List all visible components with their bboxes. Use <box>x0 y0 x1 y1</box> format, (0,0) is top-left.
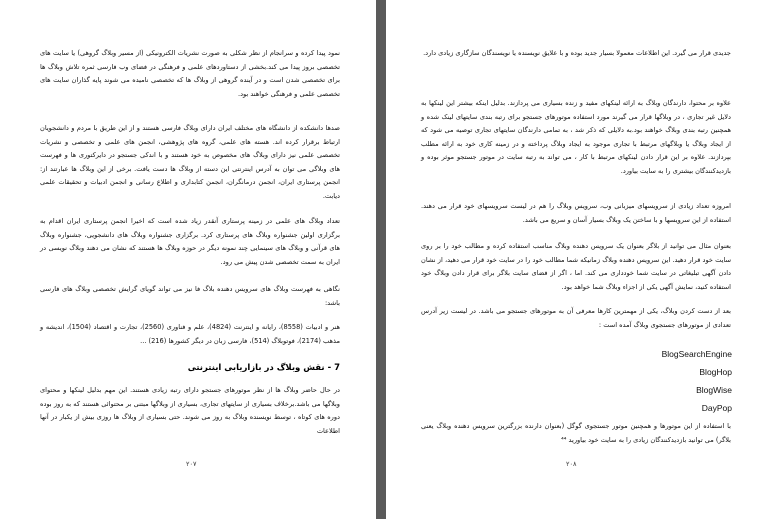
paragraph: امروزه تعداد زیادی از سرویسهای میزبانی وب، سرویس وبلاگ را هم در لیست سرویسهای خود قرار می دهند. استفاده از این سرویسها و با ساختن یک وبلاگ بسیار آسان و سریع می باشد. <box>421 202 731 224</box>
paragraph: جدیدی قرار می گیرد. این اطلاعات معمولا بسیار جدید بوده و با علایق نویسنده یا نویسندگان سازگاری زیادی دارد. <box>423 49 731 57</box>
engine-list-item: DayPop <box>701 403 732 413</box>
paragraph: نگاهی به فهرست وبلاگ های سرویس دهنده بلاگ فا نیز می تواند گویای گرایش تخصصی وبلاگ های فارسی باشد: <box>40 285 340 307</box>
paragraph: علاوه بر محتوا، دارندگان وبلاگ به ارائه لینکهای مفید و زنده بسیاری می پردازند. بدلیل اینکه بیشتر این لینکها به دلایل غیر تجاری ، در وبلاگها قرار می گیرند مورد استفاده موتورهای جستجو برای رتبه بندی سایتهای لینک شده و همچنین رتبه بندی وبلاگ خواهند بود.به دلایلی که ذکر شد ، به تمامی دارندگان سایتهای تجاری توصیه می شود که از ایجاد وبلاگ یا وبلاگهای مرتبط با تجاری موجود به ایجاد وبلاگ پرداخته و در زمینه کاری خود به ارائه مطلب بپردازند. علاوه بر این قرار دادن لینکهای مرتبط با کار ، می تواند به رتبه سایت در موتور جستجو موثر بوده و بازدیدکنندگان بیشتری را به سایت بیاورد. <box>421 99 731 175</box>
section-heading: 7 - نقش وبلاگ در بازاریابی اینترنتی <box>187 363 340 373</box>
paragraph: نمود پیدا کرده و سرانجام از نظر شکلی به صورت نشریات الکترونیکی (از مسیر وبلاگ گروهی) یا سایت های تخصصی بروز پیدا می کند.بخشی از دستاوردهای علمی و فرهنگی در فضای وب فارسی ثمره تلاش وبلاگ ها برای تخصصی شدن است و در آینده گروهی از وبلاگ ها که تخصصی نامیده می شوند پایه گذاران سایت های تخصصی علمی و فرهنگی خواهند بود. <box>40 49 340 98</box>
engine-list-item: BlogWise <box>696 385 732 395</box>
paragraph: بعنوان مثال می توانید از بلاگر بعنوان یک سرویس دهنده وبلاگ مناسب استفاده کرده و مطالب خود را بر روی سایت خود قرار دهید. این سرویس دهنده وبلاگ زمانیکه شما مطالب خود را در سایت خود قرار می دهید، از نشان دادن آگهی تبلیغاتی در سایت شما خودداری می کند. اما ، اگر از فضای سایت بلاگر برای قرار دادن وبلاگ خود استفاده کنید، نمایش آگهی یکی از اجزاء وبلاگ شما خواهد بود. <box>421 242 731 291</box>
page-number: ۲۰۸ <box>566 460 577 468</box>
page-divider <box>376 0 386 519</box>
paragraph: هنر و ادبیات (8558)، رایانه و اینترنت (4824)، علم و فناوری (2560)، تجارت و اقتصاد (1504)، اندیشه و مذهب (2174)، فوتوبلاگ (514)، فارسی زبان در دیگر کشورها (216) ... <box>40 323 340 345</box>
engine-list-item: BlogSearchEngine <box>661 349 732 359</box>
paragraph: بعد از دست کردن وبلاگ، یکی از مهمترین کارها معرفی آن به موتورهای جستجو می باشد. در لیست زیر آدرس تعدادی از موتورهای جستجوی وبلاگ آمده است : <box>421 307 731 329</box>
right-page <box>386 0 768 519</box>
paragraph: با استفاده از این موتورها و همچنین موتور جستجوی گوگل (بعنوان دارنده بزرگترین سرویس دهنده وبلاگ یعنی بلاگر) می توانید بازدیدکنندگان زیادی را به سایت خود بیاورید ⁴⁴ <box>421 422 731 444</box>
left-page <box>0 0 376 519</box>
paragraph: تعداد وبلاگ های علمی در زمینه پرستاری آنقدر زیاد شده است که اخیرا انجمن پرستاری ایران اقدام به برگزاری اولین جشنواره وبلاگ های پرستاری کرد. برگزاری جشنواره وبلاگ های دانشجویی، جشنواره وبلاگ های قرآنی و وبلاگ های سینمایی چند نمونه دیگر در حوزه وبلاگ ها هستند که نشان می دهند وبلاگ نویسی در ایران به سمت تخصصی شدن پیش می رود. <box>40 217 340 266</box>
page-number: ۲۰۷ <box>186 460 197 468</box>
paragraph: در حال حاضر وبلاگ ها از نظر موتورهای جستجو دارای رتبه زیادی هستند. این مهم بدلیل لینکها و محتوای وبلاگها می باشد.برخلاف بسیاری از سایتهای تجاری، بسیاری از وبلاگها مبتنی بر محتوائی هستند که به روز بوده دوره های کوتاه ، توسط نویسنده وبلاگ به روز می شوند. حتی بسیاری از وبلاگ ها روزی بیش از یکبار در آنها اطلاعات <box>40 386 340 435</box>
engine-list-item: BlogHop <box>699 367 732 377</box>
paragraph: صدها دانشکده از دانشگاه های مختلف ایران دارای وبلاگ فارسی هستند و از این طریق با مردم و دانشجویان ارتباط برقرار کرده اند. هسته های علمی، گروه های پژوهشی، انجمن های علمی و تخصصی و نشریات تخصصی علمی نیز دارای وبلاگ های مخصوص به خود هستند و با اندکی جستجو در دایرکتوری ها و فهرست های وبلاگی می توان به آدرس اینترنتی این دسته از وبلاگ ها دست یافت. برخی از این وبلاگ ها عبارتند از: انجمن پرستاری ایران، انجمن درمانگران، انجمن کتابداری و اطلاع رسانی و انجمن ادبیات و تحقیقات علمی دیابت. <box>40 124 340 200</box>
